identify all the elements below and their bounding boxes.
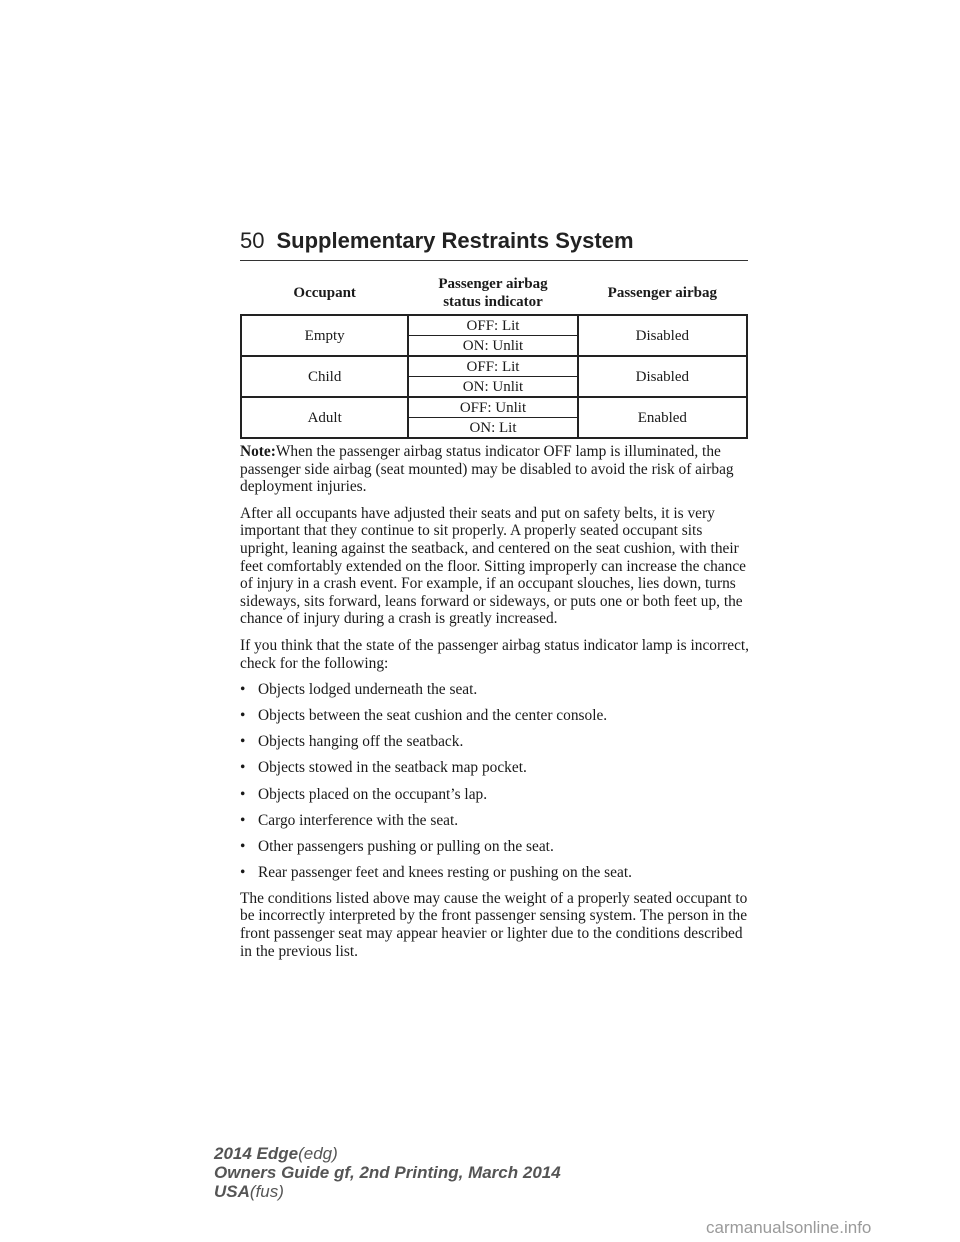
check-list (240, 681, 752, 881)
occupant-cell: Adult (241, 397, 408, 438)
airbag-cell: Disabled (578, 356, 747, 397)
list-item (240, 759, 752, 777)
indicator-on-cell: ON: Lit (408, 418, 577, 439)
footer-line-2: Owners Guide gf, 2nd Printing, March 2014 (214, 1163, 561, 1182)
bullet-icon: • (240, 863, 246, 881)
bullet-icon: • (240, 785, 246, 803)
header-line (240, 228, 748, 254)
header-rule (240, 260, 748, 261)
note-paragraph (240, 443, 752, 496)
indicator-on-cell: ON: Unlit (408, 336, 577, 357)
header-passenger-airbag: Passenger airbag (578, 272, 747, 315)
list-item-text: Cargo interference with the seat. (258, 811, 459, 829)
page-header (240, 228, 748, 261)
list-item (240, 786, 752, 804)
list-item (240, 864, 752, 882)
footer-line-3 (214, 1182, 561, 1201)
list-item (240, 733, 752, 751)
list-item-text: Objects lodged underneath the seat. (258, 681, 478, 699)
list-item-text: Objects between the seat cushion and the center console. (258, 707, 608, 725)
indicator-on-cell: ON: Unlit (408, 377, 577, 398)
indicator-off-cell: OFF: Unlit (408, 397, 577, 418)
footer-market: USA (214, 1182, 250, 1201)
list-item-text: Objects hanging off the seatback. (258, 733, 464, 751)
conditions-paragraph: The conditions listed above may cause the weight of a properly seated occupant to be incorrectly interpreted by the front passenger sensing system. The person in the front passenger seat may appear heavier or lighter due to the conditions described in the previous list. (240, 889, 748, 960)
body-text (240, 443, 752, 969)
list-item (240, 838, 752, 856)
list-item-text: Other passengers pushing or pulling on the seat. (258, 837, 554, 855)
table-header-row (241, 272, 747, 315)
bullet-icon: • (240, 837, 246, 855)
bullet-icon: • (240, 733, 246, 751)
page-title: Supplementary Restraints System (276, 228, 634, 253)
list-item (240, 707, 752, 725)
list-item-text: Objects placed on the occupant’s lap. (258, 785, 488, 803)
list-item (240, 812, 752, 830)
indicator-off-cell: OFF: Lit (408, 315, 577, 336)
table-row (241, 397, 747, 418)
footer (214, 1144, 561, 1201)
footer-market-code: (fus) (249, 1182, 284, 1201)
list-item (240, 681, 752, 699)
header-status-indicator-line1: Passenger airbag (438, 276, 548, 292)
occupant-cell: Empty (241, 315, 408, 356)
list-item-text: Rear passenger feet and knees resting or pushing on the seat. (258, 863, 632, 881)
check-intro-paragraph: If you think that the state of the passenger airbag status indicator lamp is incorrect, check for the following: (240, 636, 750, 672)
note-label: Note: (240, 443, 276, 460)
header-status-indicator (408, 272, 577, 315)
bullet-icon: • (240, 811, 246, 829)
occupant-cell: Child (241, 356, 408, 397)
footer-model: 2014 Edge (214, 1144, 299, 1163)
page-number: 50 (240, 228, 265, 253)
list-item-text: Objects stowed in the seatback map pocket. (258, 759, 527, 777)
airbag-cell: Disabled (578, 315, 747, 356)
sitting-paragraph: After all occupants have adjusted their seats and put on safety belts, it is very important that they continue to sit properly. A properly seated occupant sits upright, leaning against the seatback, and centered on the seat cushion, with their feet comfortably extended on the floor. Sitting improperly can increase the chance of injury in a crash event. For example, if an occupant slouches, lies down, turns sideways, sits forward, leans forward or sideways, or puts one or both feet up, the chance of injury during a crash is greatly increased. (240, 504, 746, 628)
footer-line-1 (214, 1144, 561, 1163)
bullet-icon: • (240, 707, 246, 725)
bullet-icon: • (240, 759, 246, 777)
header-occupant: Occupant (241, 272, 408, 315)
airbag-cell: Enabled (578, 397, 747, 438)
header-status-indicator-line2: status indicator (443, 294, 543, 310)
watermark: carmanualsonline.info (706, 1218, 872, 1237)
footer-model-code: (edg) (298, 1144, 338, 1163)
indicator-off-cell: OFF: Lit (408, 356, 577, 377)
bullet-icon: • (240, 681, 246, 699)
airbag-status-table (240, 272, 748, 439)
note-text: When the passenger airbag status indicator OFF lamp is illuminated, the passenger side airbag (seat mounted) may be disabled to avoid the risk of airbag deployment injuries. (240, 443, 734, 496)
table-row (241, 356, 747, 377)
table-row (241, 315, 747, 336)
